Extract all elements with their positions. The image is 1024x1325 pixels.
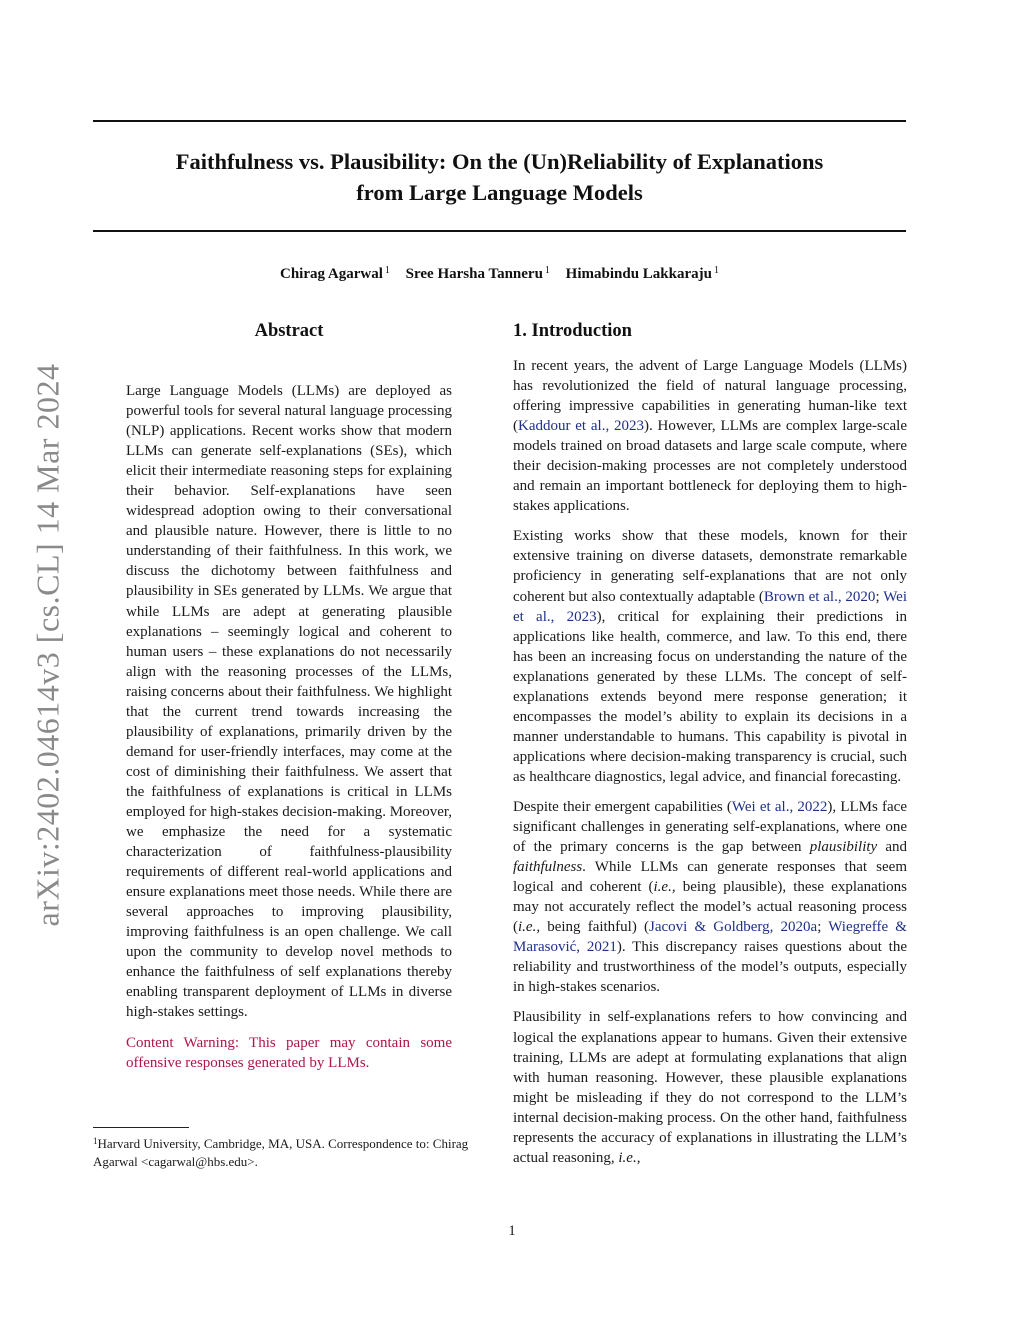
title-rule-bottom	[93, 230, 906, 232]
title-line-2: from Large Language Models	[356, 180, 643, 205]
citation-link[interactable]: Wei et al., 2022	[731, 798, 828, 815]
footnote-mark: 1	[93, 1136, 98, 1146]
abstract-body: Large Language Models (LLMs) are deployed as powerful tools for several natural language processing (NLP) applications. Recent works show that modern LLMs can generate self-explanations (SEs), which elicit their intermediate reasoning steps for explaining their behavior. Self-explanations have seen widespread adoption owing to their conversational and plausible nature. However, there is little to no understanding of their faithfulness. In this work, we discuss the dichotomy between faithfulness and plausibility in SEs generated by LLMs. We argue that while LLMs are adept at generating plausible explanations – seemingly logical and coherent to human users – these explanations do not necessarily align with the reasoning processes of the LLMs, raising concerns about their faithfulness. We highlight that the current trend towards increasing the plausibility of explanations, primarily driven by the demand for user-friendly interfaces, may come at the cost of diminishing their faithfulness. We assert that the faithfulness of explanations is critical in LLMs employed for high-stakes decision-making. Moreover, we emphasize the need for a systematic characterization of faithfulness-plausibility requirements of different real-world applications and ensure explanations meet those needs. While there are several approaches to improving plausibility, improving faithfulness is an open challenge. We call upon the community to develop novel methods to enhance the faithfulness of self explanations thereby enabling transparent deployment of LLMs in diverse high-stakes settings.	[126, 383, 452, 1021]
citation-link[interactable]: Wei et al., 2023	[513, 588, 907, 625]
citation-link[interactable]: Brown et al., 2020	[763, 588, 876, 605]
footnote	[93, 1132, 487, 1171]
intro-paragraph-1: In recent years, the advent of Large Language Models (LLMs) has revolutionized the field of natural language processing, offering impressive capabilities in generating human-like text (Kaddour et al., 2023). However, LLMs are complex large-scale models trained on broad datasets and large scale compute, where their decision-making processes are not completely understood and remain an important bottleneck for deploying them to high-stakes applications.	[513, 358, 907, 515]
citation-link[interactable]: Jacovi & Goldberg, 2020a	[648, 919, 818, 936]
intro-paragraph-2: Existing works show that these models, known for their extensive training on diverse datasets, demonstrate remarkable proficiency in generating self-explanations that are not only coherent but also contextually adaptable (Brown et al., 2020; Wei et al., 2023), critical for explaining their predictions in applications like health, commerce, and law. To this end, there has been an increasing focus on understanding the nature of the explanations generated by these LLMs. The concept of self-explanations extends beyond mere response generation; it encompasses the model’s ability to explain its decisions in a manner understandable to humans. This capability is pivotal in applications where decision-making transparency is crucial, such as healthcare diagnostics, legal advice, and financial forecasting.	[513, 528, 908, 785]
citation-link[interactable]: Kaddour et al., 2023	[518, 418, 645, 435]
page-number: 1	[508, 1223, 516, 1239]
arxiv-id: arXiv:2402.04614v3 [cs.CL] 14 Mar 2024	[29, 363, 66, 927]
abstract-heading: Abstract	[254, 321, 324, 341]
intro-paragraph-3: Despite their emergent capabilities (Wei et al., 2022), LLMs face significant challenges in generating self-explanations, where one of the primary concerns is the gap between plausibility and faithfulness. While LLMs can generate responses that seem logical and coherent (i.e., being plausible), these explanations may not accurately reflect the model’s actual reasoning process (i.e., being faithful) (Jacovi & Goldberg, 2020a; Wiegreffe & Marasović, 2021). This discrepancy raises questions about the reliability and trustworthiness of the model’s outputs, especially in high-stakes scenarios.	[513, 798, 907, 996]
citation-link[interactable]: Wiegreffe & Marasović, 2021	[513, 919, 907, 956]
author: Sree Harsha Tanneru $^1$	[405, 265, 550, 282]
footnote-rule	[93, 1127, 189, 1128]
author-list	[93, 265, 906, 283]
paper-title	[93, 146, 906, 208]
footnote-text: Harvard University, Cambridge, MA, USA. Correspondence to: Chirag Agarwal <cagarwal@hbs.edu>.	[93, 1136, 469, 1169]
content-warning: Content Warning: This paper may contain some offensive responses generated by LLMs.	[126, 1034, 452, 1071]
title-rule-top	[93, 120, 906, 122]
author: Chirag Agarwal $^1$	[280, 265, 390, 282]
title-line-1: Faithfulness vs. Plausibility: On the (Un)Reliability of Explanations	[175, 149, 824, 174]
introduction-section	[513, 356, 907, 1178]
author: Himabindu Lakkaraju $^1$	[565, 265, 719, 282]
introduction-heading: 1. Introduction	[513, 321, 632, 341]
intro-paragraph-4: Plausibility in self-explanations refers to how convincing and logical the explanations appear to humans. Given their extensive training, LLMs are adept at formulating explanations that align with human reasoning. However, these plausible explanations might be misleading if they do not correspond to the LLM’s internal decision-making process. On the other hand, faithfulness represents the accuracy of explanations in illustrating the LLM’s actual reasoning, i.e.,	[513, 1009, 907, 1166]
abstract-section	[126, 381, 452, 1083]
